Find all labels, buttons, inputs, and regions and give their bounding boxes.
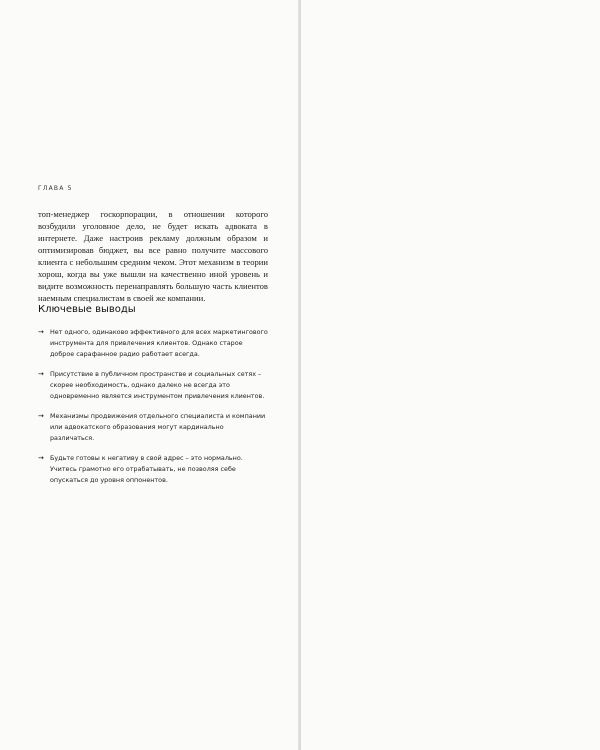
arrow-right-icon: → [38,454,44,462]
left-page [0,0,299,750]
right-page [301,0,600,750]
list-item [38,453,268,486]
list-item-text: Механизмы продвижения отдельного специалиста и компании или адвокатского образования могут кардинально различаться. [50,412,266,442]
list-item [38,411,268,444]
running-head: ГЛАВА 5 [38,185,73,192]
summary-title: Ключевые выводы [38,304,136,315]
list-item-text: Присутствие в публичном пространстве и социальных сетях – скорее необходимость, однако далеко не всегда это одновременно является инструментом привлечения клиентов. [50,370,265,400]
list-item [38,327,268,360]
key-takeaways-list [38,327,268,495]
arrow-right-icon: → [38,328,44,336]
arrow-right-icon: → [38,412,44,420]
left-body-text [38,208,268,304]
arrow-right-icon: → [38,370,44,378]
left-paragraph: топ-менеджер госкорпорации, в отношении которого возбудили уголовное дело, не будет искать адвоката в интернете. Даже настроив рекламу должным образом и оптимизировав бюджет, вы все равно получите массового клиента с небольшим средним чеком. Этот механизм в теории хорош, когда вы уже вышли на качественно иной уровень и видите возможность перенаправлять большую часть клиентов наемным специалистам в своей же компании. [38,209,268,303]
list-item [38,369,268,402]
list-item-text: Будьте готовы к негативу в свой адрес – это нормально. Учитесь грамотно его отрабатывать, не позволяя себе опускаться до уровня оппонентов. [50,454,243,484]
list-item-text: Нет одного, одинаково эффективного для всех маркетингового инструмента для привлечения клиентов. Однако старое доброе сарафанное радио работает всегда. [50,328,268,358]
